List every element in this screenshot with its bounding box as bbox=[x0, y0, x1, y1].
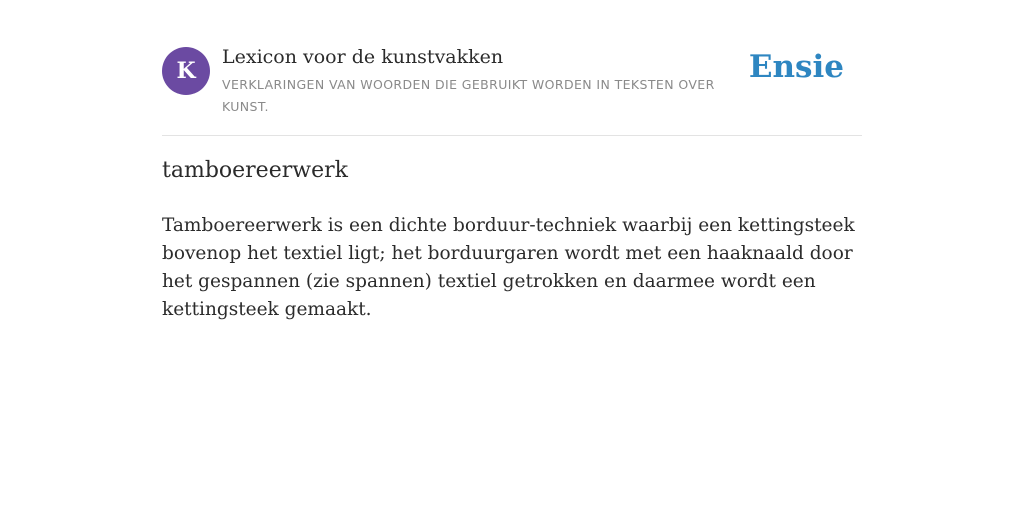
dictionary-title[interactable]: Lexicon voor de kunstvakken bbox=[222, 46, 504, 68]
header-divider bbox=[162, 135, 862, 136]
dictionary-subtitle: VERKLARINGEN VAN WOORDEN DIE GEBRUIKT WORDEN IN TEKSTEN OVER KUNST. bbox=[222, 77, 715, 114]
dictionary-header bbox=[162, 46, 862, 136]
dictionary-avatar[interactable]: K bbox=[162, 47, 210, 95]
brand-logo[interactable]: Ensie bbox=[748, 49, 844, 85]
entry-definition: Tamboereerwerk is een dichte borduur-techniek waarbij een kettingsteek bovenop het textiel ligt; het borduurgaren wordt met een haaknaald door het gespannen (zie spannen) textiel getrokken en daarmee wordt een kettingsteek gemaakt. bbox=[162, 215, 855, 320]
entry-term: tamboereerwerk bbox=[162, 158, 348, 183]
